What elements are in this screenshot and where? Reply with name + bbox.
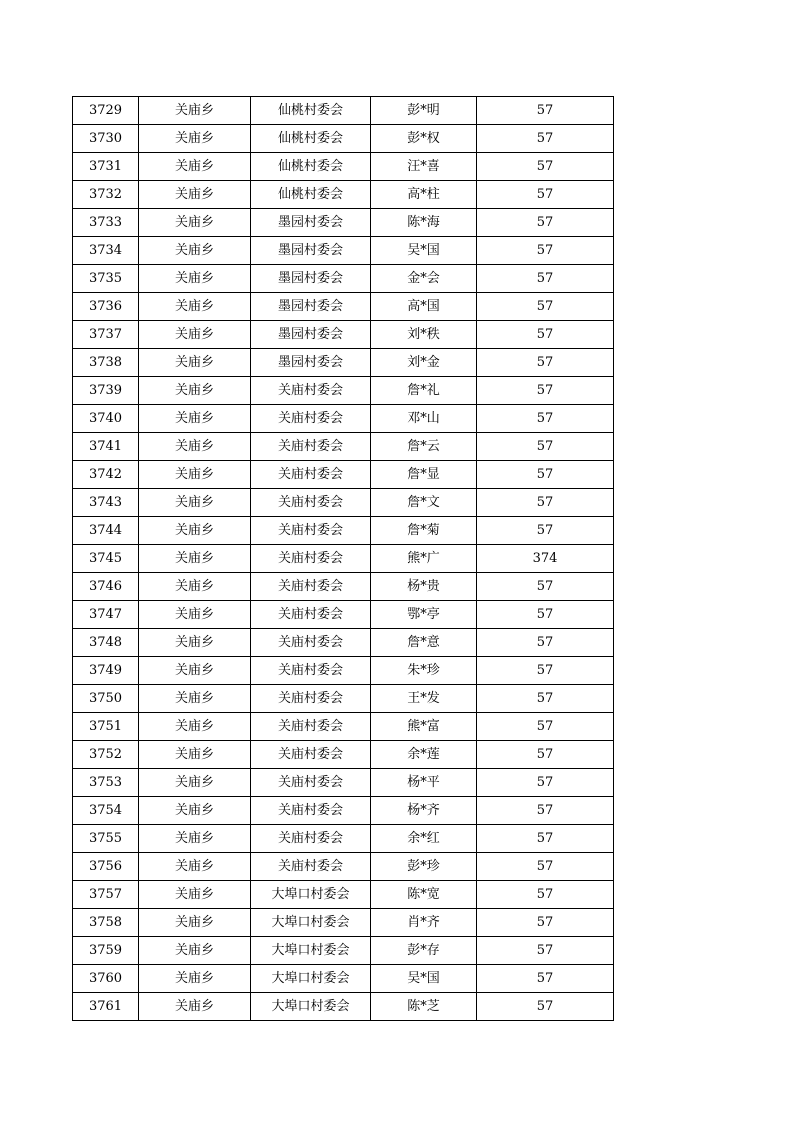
cell-no: 3738 <box>73 349 139 377</box>
cell-no: 3756 <box>73 853 139 881</box>
cell-no: 3733 <box>73 209 139 237</box>
cell-name: 刘*金 <box>371 349 477 377</box>
cell-town: 关庙乡 <box>139 517 251 545</box>
cell-amount: 57 <box>477 489 614 517</box>
cell-village: 墨园村委会 <box>251 209 371 237</box>
cell-village: 关庙村委会 <box>251 853 371 881</box>
table-row <box>73 489 614 517</box>
cell-village: 关庙村委会 <box>251 573 371 601</box>
cell-no: 3741 <box>73 433 139 461</box>
cell-village: 关庙村委会 <box>251 545 371 573</box>
cell-no: 3749 <box>73 657 139 685</box>
cell-no: 3736 <box>73 293 139 321</box>
table-body <box>73 97 614 1021</box>
cell-town: 关庙乡 <box>139 265 251 293</box>
cell-village: 墨园村委会 <box>251 293 371 321</box>
cell-village: 仙桃村委会 <box>251 153 371 181</box>
cell-village: 墨园村委会 <box>251 237 371 265</box>
cell-town: 关庙乡 <box>139 209 251 237</box>
cell-no: 3746 <box>73 573 139 601</box>
cell-village: 关庙村委会 <box>251 657 371 685</box>
table-row <box>73 769 614 797</box>
cell-no: 3740 <box>73 405 139 433</box>
cell-town: 关庙乡 <box>139 853 251 881</box>
cell-town: 关庙乡 <box>139 741 251 769</box>
cell-name: 邓*山 <box>371 405 477 433</box>
cell-amount: 57 <box>477 181 614 209</box>
cell-no: 3755 <box>73 825 139 853</box>
cell-name: 吴*国 <box>371 237 477 265</box>
cell-no: 3751 <box>73 713 139 741</box>
table-row <box>73 853 614 881</box>
cell-amount: 57 <box>477 881 614 909</box>
cell-amount: 57 <box>477 825 614 853</box>
table-row <box>73 545 614 573</box>
cell-no: 3750 <box>73 685 139 713</box>
cell-village: 关庙村委会 <box>251 769 371 797</box>
cell-no: 3731 <box>73 153 139 181</box>
cell-amount: 57 <box>477 741 614 769</box>
cell-town: 关庙乡 <box>139 489 251 517</box>
cell-town: 关庙乡 <box>139 657 251 685</box>
table-row <box>73 209 614 237</box>
cell-amount: 57 <box>477 685 614 713</box>
cell-village: 关庙村委会 <box>251 489 371 517</box>
table-row <box>73 797 614 825</box>
cell-amount: 57 <box>477 517 614 545</box>
cell-amount: 57 <box>477 573 614 601</box>
cell-no: 3737 <box>73 321 139 349</box>
cell-village: 关庙村委会 <box>251 377 371 405</box>
cell-no: 3757 <box>73 881 139 909</box>
cell-name: 陈*宽 <box>371 881 477 909</box>
cell-village: 关庙村委会 <box>251 741 371 769</box>
cell-village: 墨园村委会 <box>251 349 371 377</box>
table-row <box>73 825 614 853</box>
cell-village: 仙桃村委会 <box>251 125 371 153</box>
cell-amount: 374 <box>477 545 614 573</box>
cell-amount: 57 <box>477 993 614 1021</box>
table-row <box>73 349 614 377</box>
cell-name: 詹*礼 <box>371 377 477 405</box>
table-row <box>73 965 614 993</box>
cell-amount: 57 <box>477 853 614 881</box>
cell-town: 关庙乡 <box>139 909 251 937</box>
cell-no: 3760 <box>73 965 139 993</box>
cell-town: 关庙乡 <box>139 433 251 461</box>
cell-no: 3754 <box>73 797 139 825</box>
table-row <box>73 293 614 321</box>
cell-name: 詹*菊 <box>371 517 477 545</box>
cell-name: 詹*云 <box>371 433 477 461</box>
cell-town: 关庙乡 <box>139 97 251 125</box>
cell-amount: 57 <box>477 209 614 237</box>
table-row <box>73 573 614 601</box>
data-table <box>72 96 614 1021</box>
table-row <box>73 181 614 209</box>
cell-town: 关庙乡 <box>139 965 251 993</box>
table-row <box>73 629 614 657</box>
cell-amount: 57 <box>477 97 614 125</box>
cell-no: 3745 <box>73 545 139 573</box>
table-row <box>73 405 614 433</box>
cell-amount: 57 <box>477 349 614 377</box>
cell-no: 3758 <box>73 909 139 937</box>
cell-amount: 57 <box>477 265 614 293</box>
cell-amount: 57 <box>477 293 614 321</box>
cell-town: 关庙乡 <box>139 377 251 405</box>
table-row <box>73 265 614 293</box>
cell-name: 汪*喜 <box>371 153 477 181</box>
table-row <box>73 881 614 909</box>
cell-name: 肖*齐 <box>371 909 477 937</box>
cell-name: 詹*文 <box>371 489 477 517</box>
cell-amount: 57 <box>477 769 614 797</box>
cell-no: 3739 <box>73 377 139 405</box>
cell-name: 詹*意 <box>371 629 477 657</box>
table-row <box>73 909 614 937</box>
cell-town: 关庙乡 <box>139 181 251 209</box>
cell-town: 关庙乡 <box>139 629 251 657</box>
cell-amount: 57 <box>477 909 614 937</box>
cell-town: 关庙乡 <box>139 601 251 629</box>
cell-town: 关庙乡 <box>139 825 251 853</box>
cell-town: 关庙乡 <box>139 321 251 349</box>
cell-name: 詹*显 <box>371 461 477 489</box>
cell-village: 关庙村委会 <box>251 713 371 741</box>
cell-amount: 57 <box>477 153 614 181</box>
cell-name: 熊*广 <box>371 545 477 573</box>
cell-town: 关庙乡 <box>139 937 251 965</box>
table-row <box>73 685 614 713</box>
cell-no: 3753 <box>73 769 139 797</box>
cell-amount: 57 <box>477 461 614 489</box>
cell-name: 刘*秩 <box>371 321 477 349</box>
cell-town: 关庙乡 <box>139 293 251 321</box>
cell-no: 3742 <box>73 461 139 489</box>
cell-village: 仙桃村委会 <box>251 181 371 209</box>
table-row <box>73 237 614 265</box>
cell-amount: 57 <box>477 237 614 265</box>
cell-name: 朱*珍 <box>371 657 477 685</box>
table-row <box>73 377 614 405</box>
cell-no: 3747 <box>73 601 139 629</box>
cell-village: 关庙村委会 <box>251 825 371 853</box>
table-row <box>73 153 614 181</box>
cell-no: 3735 <box>73 265 139 293</box>
cell-name: 杨*平 <box>371 769 477 797</box>
cell-amount: 57 <box>477 713 614 741</box>
cell-name: 杨*齐 <box>371 797 477 825</box>
cell-amount: 57 <box>477 321 614 349</box>
cell-town: 关庙乡 <box>139 573 251 601</box>
table-row <box>73 937 614 965</box>
table-row <box>73 993 614 1021</box>
cell-village: 关庙村委会 <box>251 797 371 825</box>
table-row <box>73 741 614 769</box>
cell-name: 金*会 <box>371 265 477 293</box>
cell-village: 关庙村委会 <box>251 433 371 461</box>
table-row <box>73 461 614 489</box>
table-row <box>73 321 614 349</box>
table-row <box>73 97 614 125</box>
cell-village: 关庙村委会 <box>251 601 371 629</box>
cell-name: 鄂*亭 <box>371 601 477 629</box>
cell-no: 3730 <box>73 125 139 153</box>
cell-name: 高*国 <box>371 293 477 321</box>
cell-name: 彭*明 <box>371 97 477 125</box>
table-row <box>73 657 614 685</box>
cell-town: 关庙乡 <box>139 685 251 713</box>
cell-name: 杨*贵 <box>371 573 477 601</box>
cell-amount: 57 <box>477 601 614 629</box>
cell-amount: 57 <box>477 629 614 657</box>
cell-name: 余*红 <box>371 825 477 853</box>
cell-no: 3744 <box>73 517 139 545</box>
cell-town: 关庙乡 <box>139 349 251 377</box>
table-row <box>73 517 614 545</box>
cell-no: 3752 <box>73 741 139 769</box>
cell-town: 关庙乡 <box>139 881 251 909</box>
cell-amount: 57 <box>477 657 614 685</box>
table-row <box>73 713 614 741</box>
cell-no: 3734 <box>73 237 139 265</box>
cell-name: 彭*存 <box>371 937 477 965</box>
cell-village: 大埠口村委会 <box>251 993 371 1021</box>
cell-village: 关庙村委会 <box>251 517 371 545</box>
table-row <box>73 125 614 153</box>
cell-no: 3743 <box>73 489 139 517</box>
cell-village: 大埠口村委会 <box>251 937 371 965</box>
cell-town: 关庙乡 <box>139 993 251 1021</box>
cell-name: 彭*珍 <box>371 853 477 881</box>
cell-village: 关庙村委会 <box>251 405 371 433</box>
cell-village: 关庙村委会 <box>251 685 371 713</box>
cell-village: 关庙村委会 <box>251 629 371 657</box>
cell-no: 3748 <box>73 629 139 657</box>
cell-village: 仙桃村委会 <box>251 97 371 125</box>
cell-name: 彭*权 <box>371 125 477 153</box>
cell-no: 3729 <box>73 97 139 125</box>
cell-name: 余*莲 <box>371 741 477 769</box>
cell-village: 墨园村委会 <box>251 321 371 349</box>
cell-village: 墨园村委会 <box>251 265 371 293</box>
cell-amount: 57 <box>477 433 614 461</box>
cell-town: 关庙乡 <box>139 713 251 741</box>
cell-name: 王*发 <box>371 685 477 713</box>
cell-name: 陈*海 <box>371 209 477 237</box>
cell-amount: 57 <box>477 937 614 965</box>
cell-town: 关庙乡 <box>139 125 251 153</box>
cell-name: 陈*芝 <box>371 993 477 1021</box>
cell-town: 关庙乡 <box>139 797 251 825</box>
cell-village: 大埠口村委会 <box>251 909 371 937</box>
cell-no: 3732 <box>73 181 139 209</box>
cell-no: 3759 <box>73 937 139 965</box>
cell-name: 高*柱 <box>371 181 477 209</box>
cell-amount: 57 <box>477 405 614 433</box>
cell-village: 大埠口村委会 <box>251 881 371 909</box>
cell-amount: 57 <box>477 965 614 993</box>
table-row <box>73 433 614 461</box>
cell-town: 关庙乡 <box>139 237 251 265</box>
cell-village: 关庙村委会 <box>251 461 371 489</box>
cell-name: 吴*国 <box>371 965 477 993</box>
cell-town: 关庙乡 <box>139 405 251 433</box>
cell-town: 关庙乡 <box>139 461 251 489</box>
cell-village: 大埠口村委会 <box>251 965 371 993</box>
cell-no: 3761 <box>73 993 139 1021</box>
cell-town: 关庙乡 <box>139 545 251 573</box>
cell-town: 关庙乡 <box>139 769 251 797</box>
cell-amount: 57 <box>477 797 614 825</box>
cell-name: 熊*富 <box>371 713 477 741</box>
cell-town: 关庙乡 <box>139 153 251 181</box>
cell-amount: 57 <box>477 125 614 153</box>
cell-amount: 57 <box>477 377 614 405</box>
table-row <box>73 601 614 629</box>
